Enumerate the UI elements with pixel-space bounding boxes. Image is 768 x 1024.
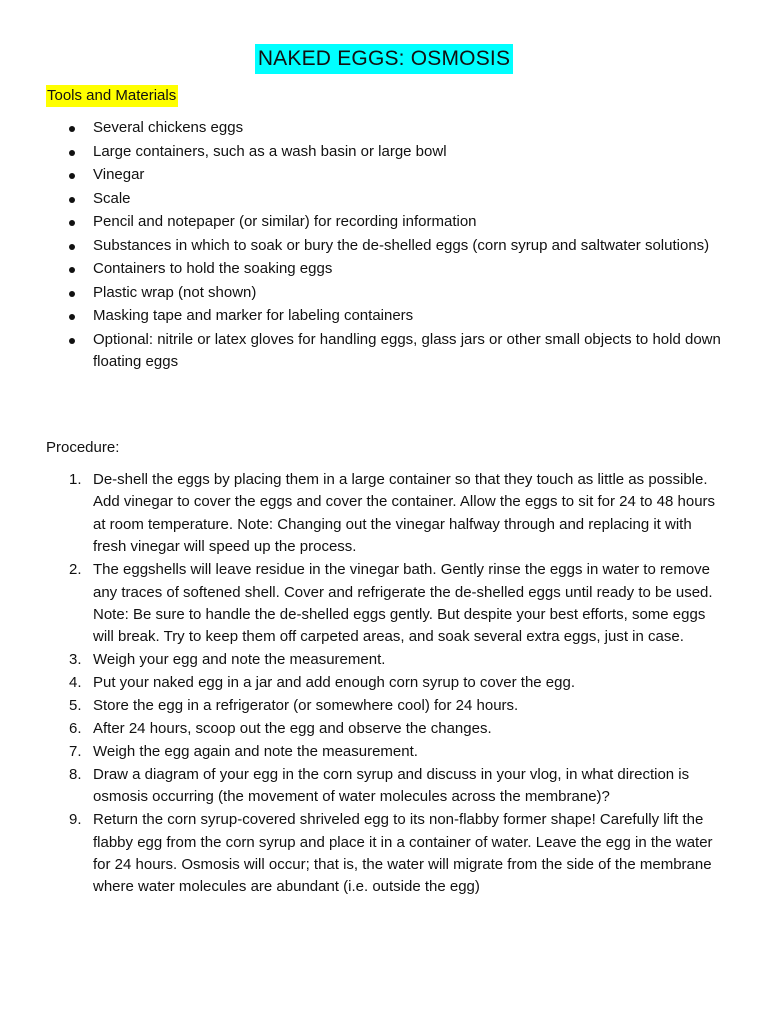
list-item [46, 305, 726, 328]
step-number: 9. [69, 811, 82, 829]
step-number: 1. [69, 471, 82, 488]
list-item [46, 329, 726, 374]
step-text: Put your naked egg in a jar and add enough corn syrup to cover the egg. [93, 674, 575, 692]
list-item [46, 211, 726, 234]
bullet-icon [69, 150, 75, 156]
page-title: NAKED EGGS: OSMOSIS [255, 44, 513, 74]
step-text: Return the corn syrup-covered shriveled egg to its non-flabby former shape! Carefully lift the flabby egg from the corn syrup and place it in a container of water. Leave the egg in the water for 24 hours. Osmosis will occur; that is, the water will migrate from the side of the membrane where water molecules are abundant (i.e. outside the egg) [93, 811, 713, 896]
list-item-text: Containers to hold the soaking eggs [93, 260, 333, 277]
bullet-icon [69, 291, 75, 297]
step-text: Draw a diagram of your egg in the corn syrup and discuss in your vlog, in what direction is osmosis occurring (the movement of water molecules across the membrane)? [93, 765, 690, 806]
list-item [46, 282, 726, 305]
list-item-text: Masking tape and marker for labeling containers [93, 307, 414, 324]
step-text: Weigh the egg again and note the measurement. [93, 742, 418, 760]
procedure-step [46, 718, 726, 740]
procedure-step [46, 741, 726, 763]
procedure-list [46, 469, 726, 899]
procedure-heading: Procedure: [46, 439, 120, 456]
materials-list [46, 117, 726, 375]
step-number: 6. [69, 719, 82, 737]
list-item [46, 117, 726, 140]
list-item [46, 258, 726, 281]
step-number: 8. [69, 765, 82, 783]
list-item-text: Vinegar [93, 166, 145, 183]
list-item [46, 235, 726, 258]
procedure-step [46, 649, 726, 671]
list-item-text: Substances in which to soak or bury the de-shelled eggs (corn syrup and saltwater solutions) [93, 236, 710, 254]
step-number: 2. [69, 561, 82, 579]
list-item-text: Plastic wrap (not shown) [93, 283, 257, 301]
procedure-step [46, 559, 726, 649]
bullet-icon [69, 220, 75, 226]
list-item [46, 164, 726, 187]
bullet-icon [69, 338, 75, 344]
list-item [46, 188, 726, 211]
list-item-text: Optional: nitrile or latex gloves for handling eggs, glass jars or other small objects to hold down floating eggs [93, 330, 721, 370]
bullet-icon [69, 173, 75, 179]
step-number: 5. [69, 697, 82, 715]
step-text: Store the egg in a refrigerator (or somewhere cool) for 24 hours. [93, 697, 519, 715]
list-item-text: Pencil and notepaper (or similar) for recording information [93, 213, 477, 230]
step-number: 3. [69, 651, 82, 669]
step-text: De-shell the eggs by placing them in a large container so that they touch as little as possible. Add vinegar to cover the eggs and cover the container. Allow the eggs to sit for 24 to 48 hours at room temperature. Note: Changing out the vinegar halfway through and replacing it with fresh vinegar will speed up the process. [93, 471, 716, 556]
procedure-step [46, 672, 726, 694]
step-text: The eggshells will leave residue in the vinegar bath. Gently rinse the eggs in water to remove any traces of softened shell. Cover and refrigerate the de-shelled eggs until ready to be used. Note: Be sure to handle the de-shelled eggs gently. But despite your best efforts, some eggs will break. Try to keep them off carpeted areas, and soak several extra eggs, just in case. [93, 561, 713, 646]
step-text: After 24 hours, scoop out the egg and observe the changes. [93, 719, 492, 737]
procedure-step [46, 809, 726, 899]
procedure-step [46, 469, 726, 559]
list-item-text: Scale [93, 189, 131, 207]
step-text: Weigh your egg and note the measurement. [93, 651, 386, 669]
procedure-step [46, 764, 726, 809]
bullet-icon [69, 314, 75, 320]
procedure-step [46, 695, 726, 717]
step-number: 7. [69, 742, 82, 760]
bullet-icon [69, 244, 75, 250]
bullet-icon [69, 197, 75, 203]
list-item-text: Several chickens eggs [93, 119, 244, 136]
tools-and-materials-heading: Tools and Materials [46, 85, 178, 107]
step-number: 4. [69, 674, 82, 692]
bullet-icon [69, 126, 75, 132]
title-container [0, 44, 768, 74]
list-item [46, 141, 726, 164]
bullet-icon [69, 267, 75, 273]
list-item-text: Large containers, such as a wash basin or large bowl [93, 142, 447, 160]
